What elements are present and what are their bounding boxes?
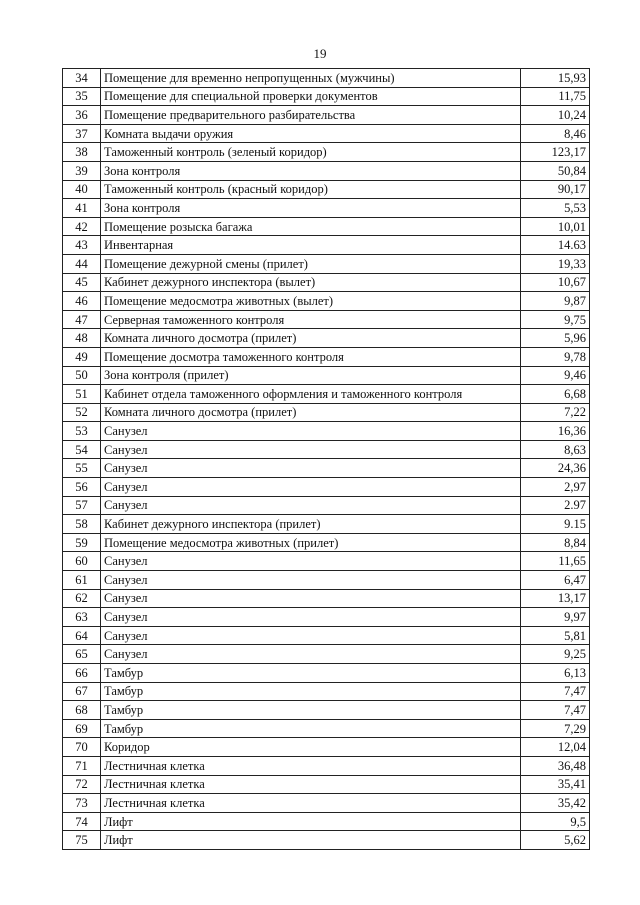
table-row: [63, 329, 590, 348]
table-row: [63, 589, 590, 608]
room-area: 35,42: [521, 794, 590, 813]
table-row: [63, 645, 590, 664]
row-number: 44: [63, 254, 101, 273]
room-area: 5,81: [521, 626, 590, 645]
room-name: Помещение для временно непропущенных (мужчины): [101, 69, 521, 88]
table-row: [63, 236, 590, 255]
row-number: 67: [63, 682, 101, 701]
room-area: 5,62: [521, 831, 590, 850]
room-area: 16,36: [521, 422, 590, 441]
table-row: [63, 533, 590, 552]
room-name: Кабинет дежурного инспектора (прилет): [101, 515, 521, 534]
room-area: 123,17: [521, 143, 590, 162]
room-name: Помещение медосмотра животных (прилет): [101, 533, 521, 552]
row-number: 47: [63, 310, 101, 329]
room-area: 7,22: [521, 403, 590, 422]
row-number: 60: [63, 552, 101, 571]
table-row: [63, 180, 590, 199]
row-number: 42: [63, 217, 101, 236]
table-row: [63, 682, 590, 701]
table-row: [63, 515, 590, 534]
room-name: Помещение дежурной смены (прилет): [101, 254, 521, 273]
table-row: [63, 254, 590, 273]
room-area: 10,01: [521, 217, 590, 236]
table-row: [63, 422, 590, 441]
room-area: 9,78: [521, 347, 590, 366]
table-row: [63, 366, 590, 385]
room-area: 8,63: [521, 440, 590, 459]
rooms-table: [62, 68, 590, 850]
room-name: Санузел: [101, 626, 521, 645]
row-number: 41: [63, 199, 101, 218]
row-number: 70: [63, 738, 101, 757]
table-row: [63, 199, 590, 218]
row-number: 36: [63, 106, 101, 125]
room-area: 2.97: [521, 496, 590, 515]
row-number: 38: [63, 143, 101, 162]
room-area: 7,29: [521, 719, 590, 738]
row-number: 57: [63, 496, 101, 515]
room-area: 10,24: [521, 106, 590, 125]
room-name: Лестничная клетка: [101, 756, 521, 775]
table-row: [63, 459, 590, 478]
room-name: Зона контроля: [101, 161, 521, 180]
row-number: 54: [63, 440, 101, 459]
table-row: [63, 403, 590, 422]
row-number: 62: [63, 589, 101, 608]
room-name: Таможенный контроль (зеленый коридор): [101, 143, 521, 162]
room-area: 36,48: [521, 756, 590, 775]
room-name: Санузел: [101, 478, 521, 497]
room-name: Зона контроля (прилет): [101, 366, 521, 385]
room-area: 5,53: [521, 199, 590, 218]
room-name: Комната личного досмотра (прилет): [101, 329, 521, 348]
row-number: 71: [63, 756, 101, 775]
room-name: Лестничная клетка: [101, 775, 521, 794]
table-row: [63, 552, 590, 571]
table-row: [63, 701, 590, 720]
table-row: [63, 385, 590, 404]
table-row: [63, 143, 590, 162]
table-row: [63, 794, 590, 813]
room-name: Лифт: [101, 831, 521, 850]
table-row: [63, 478, 590, 497]
table-row: [63, 161, 590, 180]
row-number: 69: [63, 719, 101, 738]
room-area: 5,96: [521, 329, 590, 348]
table-row: [63, 626, 590, 645]
room-name: Санузел: [101, 496, 521, 515]
room-area: 6,13: [521, 664, 590, 683]
table-row: [63, 124, 590, 143]
row-number: 74: [63, 812, 101, 831]
table-row: [63, 347, 590, 366]
row-number: 72: [63, 775, 101, 794]
room-area: 9,25: [521, 645, 590, 664]
table-row: [63, 756, 590, 775]
table-row: [63, 831, 590, 850]
room-name: Серверная таможенного контроля: [101, 310, 521, 329]
room-name: Тамбур: [101, 719, 521, 738]
room-area: 7,47: [521, 701, 590, 720]
room-name: Санузел: [101, 589, 521, 608]
room-name: Тамбур: [101, 664, 521, 683]
room-name: Зона контроля: [101, 199, 521, 218]
room-name: Комната личного досмотра (прилет): [101, 403, 521, 422]
room-area: 6,47: [521, 571, 590, 590]
row-number: 63: [63, 608, 101, 627]
row-number: 51: [63, 385, 101, 404]
row-number: 58: [63, 515, 101, 534]
row-number: 64: [63, 626, 101, 645]
room-area: 13,17: [521, 589, 590, 608]
room-area: 24,36: [521, 459, 590, 478]
room-name: Коридор: [101, 738, 521, 757]
row-number: 59: [63, 533, 101, 552]
room-area: 10,67: [521, 273, 590, 292]
row-number: 53: [63, 422, 101, 441]
row-number: 34: [63, 69, 101, 88]
room-area: 7,47: [521, 682, 590, 701]
table-row: [63, 87, 590, 106]
room-area: 50,84: [521, 161, 590, 180]
room-area: 9.15: [521, 515, 590, 534]
room-area: 35,41: [521, 775, 590, 794]
table-row: [63, 292, 590, 311]
room-name: Помещение предварительного разбирательства: [101, 106, 521, 125]
room-area: 90,17: [521, 180, 590, 199]
table-row: [63, 738, 590, 757]
room-name: Помещение медосмотра животных (вылет): [101, 292, 521, 311]
room-area: 9,87: [521, 292, 590, 311]
row-number: 43: [63, 236, 101, 255]
room-area: 9,5: [521, 812, 590, 831]
room-name: Лифт: [101, 812, 521, 831]
table-row: [63, 719, 590, 738]
row-number: 55: [63, 459, 101, 478]
room-area: 11,75: [521, 87, 590, 106]
room-area: 8,46: [521, 124, 590, 143]
row-number: 66: [63, 664, 101, 683]
table-row: [63, 440, 590, 459]
room-name: Комната выдачи оружия: [101, 124, 521, 143]
room-name: Лестничная клетка: [101, 794, 521, 813]
table-row: [63, 106, 590, 125]
page-number: 19: [313, 46, 327, 61]
row-number: 68: [63, 701, 101, 720]
room-area: 15,93: [521, 69, 590, 88]
room-name: Санузел: [101, 645, 521, 664]
table-row: [63, 310, 590, 329]
table-row: [63, 217, 590, 236]
room-name: Таможенный контроль (красный коридор): [101, 180, 521, 199]
room-name: Кабинет отдела таможенного оформления и таможенного контроля: [101, 385, 521, 404]
row-number: 61: [63, 571, 101, 590]
row-number: 40: [63, 180, 101, 199]
row-number: 65: [63, 645, 101, 664]
room-area: 9,75: [521, 310, 590, 329]
room-area: 19,33: [521, 254, 590, 273]
room-area: 14.63: [521, 236, 590, 255]
table-row: [63, 608, 590, 627]
room-name: Санузел: [101, 571, 521, 590]
room-name: Санузел: [101, 608, 521, 627]
room-name: Помещение досмотра таможенного контроля: [101, 347, 521, 366]
room-area: 9,97: [521, 608, 590, 627]
row-number: 45: [63, 273, 101, 292]
room-area: 2,97: [521, 478, 590, 497]
room-name: Тамбур: [101, 682, 521, 701]
rooms-table-body: [63, 69, 590, 850]
row-number: 46: [63, 292, 101, 311]
row-number: 39: [63, 161, 101, 180]
room-area: 8,84: [521, 533, 590, 552]
room-name: Кабинет дежурного инспектора (вылет): [101, 273, 521, 292]
room-area: 11,65: [521, 552, 590, 571]
row-number: 48: [63, 329, 101, 348]
room-name: Санузел: [101, 422, 521, 441]
room-name: Санузел: [101, 459, 521, 478]
room-area: 6,68: [521, 385, 590, 404]
room-name: Помещение для специальной проверки документов: [101, 87, 521, 106]
room-name: Санузел: [101, 552, 521, 571]
row-number: 73: [63, 794, 101, 813]
row-number: 49: [63, 347, 101, 366]
room-name: Инвентарная: [101, 236, 521, 255]
table-row: [63, 812, 590, 831]
room-area: 12,04: [521, 738, 590, 757]
room-name: Помещение розыска багажа: [101, 217, 521, 236]
table-row: [63, 69, 590, 88]
row-number: 56: [63, 478, 101, 497]
room-area: 9,46: [521, 366, 590, 385]
row-number: 75: [63, 831, 101, 850]
row-number: 50: [63, 366, 101, 385]
room-name: Санузел: [101, 440, 521, 459]
row-number: 37: [63, 124, 101, 143]
room-name: Тамбур: [101, 701, 521, 720]
table-row: [63, 571, 590, 590]
table-row: [63, 273, 590, 292]
table-row: [63, 775, 590, 794]
table-row: [63, 496, 590, 515]
table-row: [63, 664, 590, 683]
row-number: 52: [63, 403, 101, 422]
row-number: 35: [63, 87, 101, 106]
